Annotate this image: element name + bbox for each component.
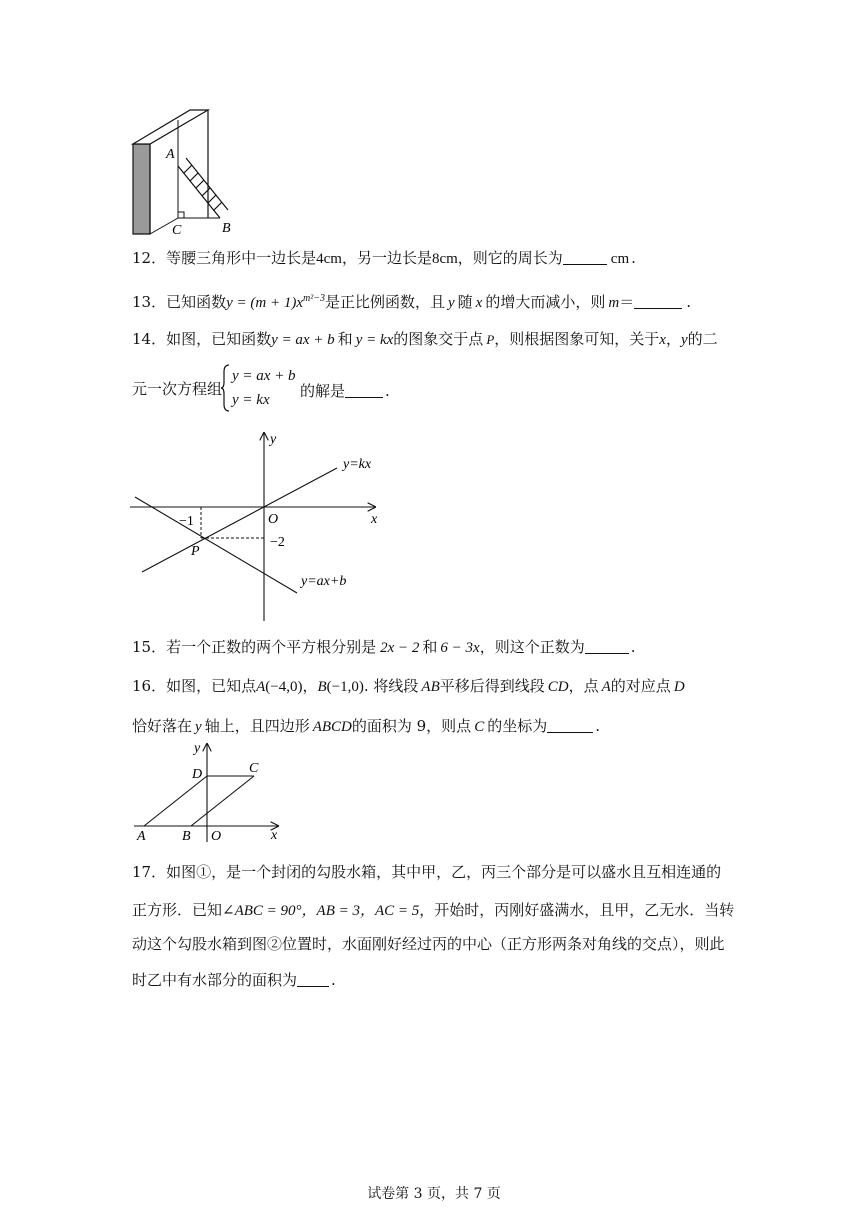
q13-number: 13． <box>132 293 167 311</box>
q15-number: 15． <box>132 638 167 656</box>
q15-expr-1: 2x − 2 <box>380 640 420 656</box>
q14-number: 14． <box>132 330 167 348</box>
equation-1-text: y = ax + b <box>232 368 296 384</box>
fig16-y-label: y <box>194 741 201 756</box>
q16-A2: A <box>601 679 611 695</box>
y-tick-neg2: −2 <box>270 535 285 550</box>
q16-A: A <box>256 679 266 695</box>
q17-line2-text-2: ，开始时，丙刚好盛满水，且甲，乙无水．当转 <box>419 901 735 919</box>
q12-answer-blank[interactable] <box>563 249 607 265</box>
q16-y: y <box>195 719 202 735</box>
q12-unit: cm <box>610 251 630 267</box>
q16-line2-text-4: 的坐标为 <box>487 717 548 735</box>
q14-y: y <box>680 332 688 348</box>
q16-AB: AB <box>421 679 440 695</box>
q14-text-3: 的图象交于点 <box>393 330 484 348</box>
q13-text-4: 的增大而减小，则 <box>485 293 606 311</box>
q16-comma: ， <box>302 677 318 695</box>
q16-CD: CD <box>547 679 569 695</box>
x-tick-neg1: −1 <box>179 514 194 529</box>
q13-text-2: 是正比例函数，且 <box>324 293 445 311</box>
question-17 <box>132 861 721 883</box>
q17-number: 17． <box>132 863 167 881</box>
fig16-D-label: D <box>192 767 203 782</box>
y-axis-label: y <box>270 432 277 447</box>
q16-line2-text-1: 恰好落在 <box>132 717 193 735</box>
q13-answer-blank[interactable] <box>634 293 682 309</box>
q16-line2-text-2: 轴上，且四边形 <box>204 717 310 735</box>
q13-text-1: 已知函数 <box>166 293 227 311</box>
q13-function: y = (m + 1)x <box>226 295 303 311</box>
q16-C: C <box>474 719 485 735</box>
q16-text-5: 的对应点 <box>610 677 671 695</box>
q17-end: . <box>331 971 336 989</box>
q14-text-5: ， <box>665 330 681 348</box>
q15-expr-2: 6 − 3x <box>440 640 480 656</box>
q13-m: m <box>608 295 620 311</box>
q16-end: . <box>595 717 600 735</box>
q17-answer-blank[interactable] <box>297 971 329 987</box>
q17-lengths: ，AB = 3，AC = 5 <box>301 903 420 919</box>
ladder-wall-figure <box>128 108 240 236</box>
q16-D: D <box>673 679 685 695</box>
line-kx-label: y=kx <box>343 457 372 472</box>
q17-line4-text: 时乙中有水部分的面积为 <box>132 971 298 989</box>
q13-y: y <box>447 295 455 311</box>
segment-AD <box>144 776 207 826</box>
origin-label: O <box>268 512 279 527</box>
q13-exponent: m²−3 <box>303 293 325 304</box>
q16-text-3: 平移后得到线段 <box>439 677 545 695</box>
q15-answer-blank[interactable] <box>585 638 629 654</box>
q16-text-1: 如图，已知点 <box>166 677 257 695</box>
fig16-C-label: C <box>249 761 259 776</box>
q13-text-3: 随 <box>457 293 473 311</box>
q14-x: x <box>659 332 666 348</box>
graph-figure-14 <box>125 425 395 625</box>
question-12 <box>132 247 636 270</box>
q15-text-3: ，则这个正数为 <box>479 638 585 656</box>
q16-B-coord: (−1,0) <box>326 679 364 695</box>
fig16-B-label: B <box>182 829 191 844</box>
q12-text-3: ，则它的周长为 <box>457 249 563 267</box>
fig16-O-label: O <box>211 829 222 844</box>
q14-end: . <box>385 382 390 400</box>
q16-ABCD: ABCD <box>312 719 352 735</box>
q14-line2-text-1: 元一次方程组 <box>132 380 223 398</box>
q16-B: B <box>317 679 327 695</box>
q14-text-4: ，则根据图象可知，关于 <box>494 330 660 348</box>
question-14-line-2b <box>300 380 390 402</box>
wall-top <box>133 110 208 144</box>
q16-A-coord: (−4,0) <box>265 679 303 695</box>
fig16-x-label: x <box>271 828 278 843</box>
equation-brace <box>220 364 230 412</box>
q12-number: 12． <box>132 249 167 267</box>
q16-text-2: . 将线段 <box>363 677 419 695</box>
q12-text-1: 等腰三角形中一边长是 <box>166 249 317 267</box>
equation-2 <box>232 390 270 409</box>
question-17-line-2 <box>132 899 734 922</box>
q14-point-P: P <box>486 332 495 347</box>
q14-text-1: 如图，已知函数 <box>166 330 272 348</box>
question-14 <box>132 328 718 351</box>
page-footer: 试卷第 3 页，共 7 页 <box>367 1186 501 1202</box>
line-axb-label: y=ax+b <box>301 574 347 589</box>
q13-end: . <box>686 293 691 311</box>
question-17-line-4 <box>132 969 336 991</box>
q15-text-2: 和 <box>422 638 438 656</box>
q17-line-1: 如图①，是一个封闭的勾股水箱，其中甲，乙，丙三个部分是可以盛水且互相连通的 <box>166 863 722 881</box>
question-16 <box>132 675 685 698</box>
q16-answer-blank[interactable] <box>547 717 593 733</box>
line-y-kx <box>142 468 337 572</box>
q16-number: 16． <box>132 677 167 695</box>
question-15 <box>132 636 635 659</box>
right-angle-mark <box>178 212 184 218</box>
label-A: A <box>166 147 175 162</box>
label-B: B <box>222 221 231 236</box>
q12-end: . <box>631 249 636 267</box>
graph-figure-16 <box>128 740 288 846</box>
q13-eq: ＝ <box>619 293 635 311</box>
ladder-rungs <box>184 165 222 210</box>
q16-line2-text-3: 的面积为 9，则点 <box>351 717 472 735</box>
q14-function-2: y = kx <box>355 332 394 348</box>
q12-value-1: 4cm <box>316 251 342 267</box>
q17-line2-text-1: 正方形．已知 <box>132 901 223 919</box>
q16-text-4: ，点 <box>568 677 599 695</box>
question-17-line-3 <box>132 933 725 955</box>
q14-answer-blank[interactable] <box>345 382 383 398</box>
q13-x: x <box>475 295 483 311</box>
q15-text-1: 若一个正数的两个平方根分别是 <box>166 638 377 656</box>
fig16-A-label: A <box>137 829 146 844</box>
wall-side <box>133 144 150 234</box>
equation-2-text: y = kx <box>232 392 270 408</box>
q17-angle: ∠ABC = 90° <box>222 903 302 919</box>
q15-end: . <box>630 638 636 656</box>
equation-1 <box>232 366 296 385</box>
q14-function-1: y = ax + b <box>271 332 335 348</box>
question-14-line-2 <box>132 378 222 400</box>
question-16-line-2 <box>132 715 600 738</box>
x-axis-label: x <box>371 512 378 527</box>
question-13 <box>132 288 691 314</box>
label-C: C <box>172 223 182 236</box>
q12-text-2: ，另一边长是 <box>341 249 432 267</box>
q14-line2-text-2: 的解是 <box>300 382 346 400</box>
q12-value-2: 8cm <box>431 251 458 267</box>
q14-text-2: 和 <box>337 330 353 348</box>
segment-CB <box>191 776 254 826</box>
q14-text-6: 的二 <box>687 330 718 348</box>
point-P-label: P <box>191 544 200 559</box>
q17-line-3-text: 动这个勾股水箱到图②位置时，水面刚好经过丙的中心（正方形两条对角线的交点），则此 <box>132 935 725 953</box>
